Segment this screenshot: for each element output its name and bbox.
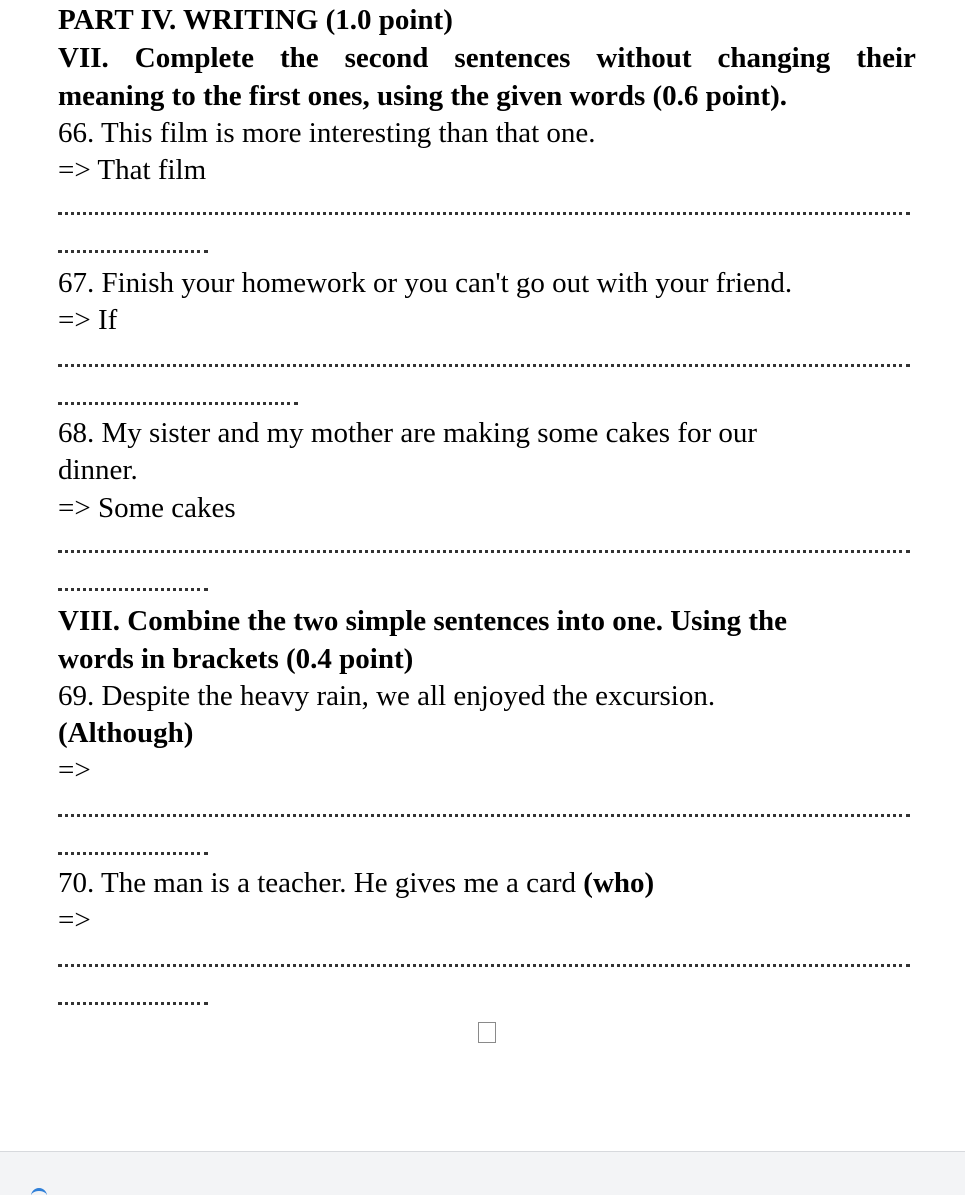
answer-line-end — [58, 1002, 208, 1005]
section8-title-line2: words in brackets (0.4 point) — [58, 643, 414, 675]
question-68-prompt-line1: 68. My sister and my mother are making some cakes for our — [58, 417, 758, 449]
question-68-prompt-line2: dinner. — [58, 454, 138, 486]
section8-title-line1: VIII. Combine the two simple sentences into one. Using the — [58, 605, 788, 637]
answer-line — [58, 550, 910, 553]
question-66-answer-start: => That film — [58, 154, 207, 186]
bottom-toolbar — [0, 1151, 965, 1195]
answer-line — [58, 814, 910, 817]
title-word: changing — [717, 42, 831, 74]
answer-line-end — [58, 402, 298, 405]
question-66-prompt: 66. This film is more interesting than that one. — [58, 117, 596, 149]
title-word: sentences — [454, 42, 571, 74]
question-67-prompt: 67. Finish your homework or you can't go out with your friend. — [58, 267, 793, 299]
title-word: second — [344, 42, 429, 74]
answer-line-end — [58, 852, 208, 855]
title-word: their — [856, 42, 916, 74]
answer-line — [58, 212, 910, 215]
title-word: without — [596, 42, 692, 74]
section7-title-line2: meaning to the first ones, using the given words (0.6 point). — [58, 80, 788, 112]
answer-line-end — [58, 588, 208, 591]
question-69-prompt: 69. Despite the heavy rain, we all enjoyed the excursion. — [58, 680, 716, 712]
title-word: Complete — [134, 42, 254, 74]
answer-line — [58, 964, 910, 967]
question-67-answer-start: => If — [58, 304, 118, 336]
checkbox-placeholder[interactable] — [478, 1022, 496, 1043]
title-word: VII. — [58, 42, 109, 74]
chevron-up-icon[interactable] — [31, 1188, 47, 1195]
answer-line — [58, 364, 910, 367]
question-68-answer-start: => Some cakes — [58, 492, 236, 524]
question-70-text: 70. The man is a teacher. He gives me a card — [58, 867, 584, 899]
title-word: the — [279, 42, 319, 74]
answer-line-end — [58, 250, 208, 253]
part-heading: PART IV. WRITING (1.0 point) — [58, 4, 453, 36]
question-70-keyword: (who) — [583, 867, 655, 899]
question-70-prompt — [58, 865, 654, 902]
question-69-answer-start: => — [58, 754, 91, 786]
question-70-answer-start: => — [58, 904, 91, 936]
question-69-keyword: (Although) — [58, 717, 194, 749]
section7-title-line1 — [58, 40, 916, 77]
